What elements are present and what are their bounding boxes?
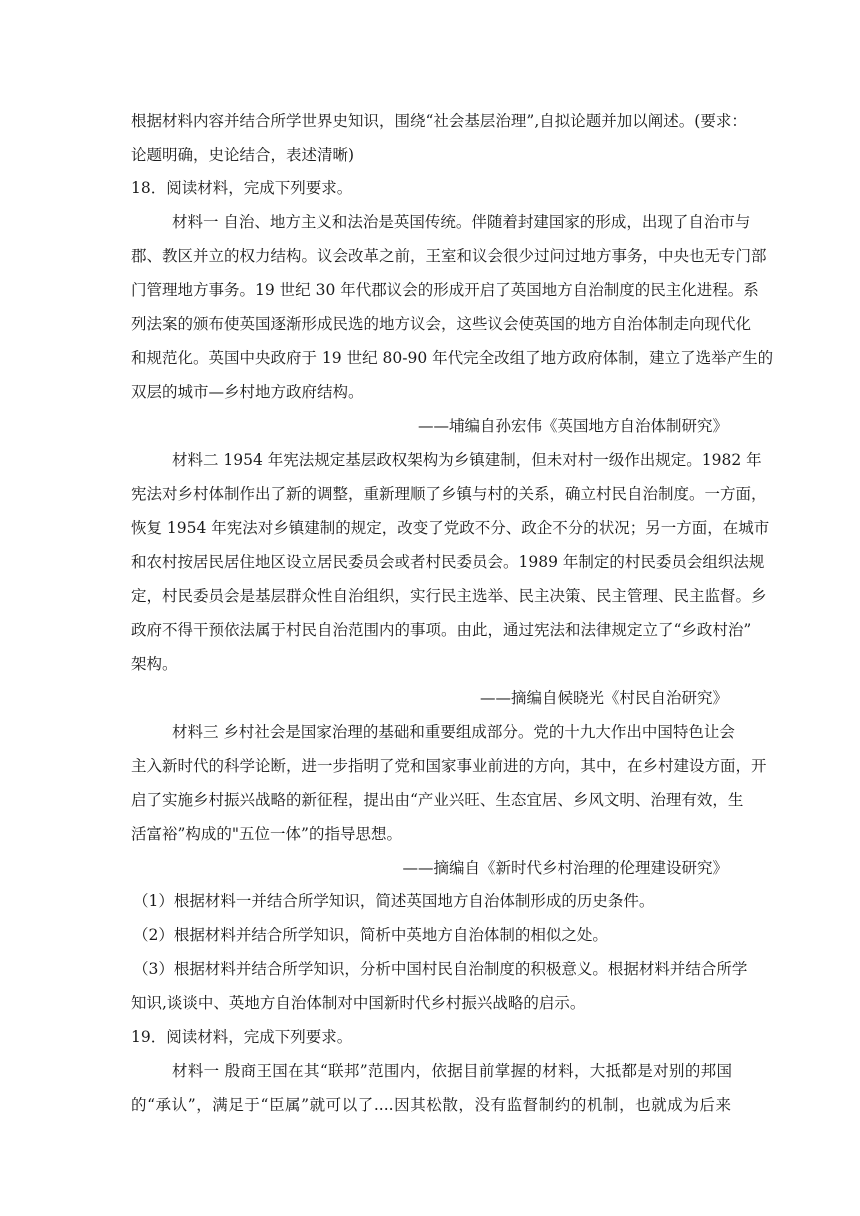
question-19-title: 19．阅读材料，完成下列要求。 bbox=[131, 1028, 353, 1046]
q18-material-1-line: 郡、教区并立的权力结构。议会改革之前，王室和议会很少过问过地方事务，中央也无专门部 bbox=[131, 247, 767, 265]
q18-subquestion-3-line-2: 知识,谈谈中、英地方自治体制对中国新时代乡村振兴战略的启示。 bbox=[131, 994, 586, 1012]
q18-material-2-line: 材料二 1954 年宪法规定基层政权架构为乡镇建制，但未对村一级作出规定。1982 年 bbox=[172, 451, 762, 469]
intro-line-2: 论题明确，史论结合，表述清晰) bbox=[131, 146, 355, 164]
intro-line-1: 根据材料内容并结合所学世界史知识，围绕“社会基层治理”,自拟论题并加以阐述。(要求： bbox=[131, 112, 747, 130]
q18-material-3-source: ——摘编自《新时代乡村治理的伦理建设研究》 bbox=[402, 859, 728, 877]
q18-material-2-line: 架构。 bbox=[131, 655, 178, 673]
question-18-title: 18．阅读材料，完成下列要求。 bbox=[131, 179, 353, 197]
q18-material-2-line: 宪法对乡村体制作出了新的调整，重新理顺了乡镇与村的关系，确立村民自治制度。一方面， bbox=[131, 485, 767, 503]
q18-material-2-line: 政府不得干预依法属于村民自治范围内的事项。由此，通过宪法和法律规定立了“乡政村治” bbox=[131, 621, 752, 639]
q18-material-1-line: 列法案的颁布使英国逐渐形成民选的地方议会，这些议会使英国的地方自治体制走向现代化 bbox=[131, 315, 752, 333]
q18-material-2-line: 定，村民委员会是基层群众性自治组织，实行民主选举、民主决策、民主管理、民主监督。乡 bbox=[131, 587, 767, 605]
q18-subquestion-2: （2）根据材料并结合所学知识，简析中英地方自治体制的相似之处。 bbox=[133, 926, 608, 944]
q18-material-3-line: 材料三 乡村社会是国家治理的基础和重要组成部分。党的十九大作出中国特色让会 bbox=[172, 723, 735, 741]
q18-material-1-source: ——埔编自孙宏伟《英国地方自治体制研究》 bbox=[417, 417, 728, 435]
q18-material-2-line: 恢复 1954 年宪法对乡镇建制的规定，改变了党政不分、政企不分的状况；另一方面，在城市 bbox=[131, 519, 770, 537]
q18-subquestion-1: （1）根据材料一并结合所学知识，简述英国地方自治体制形成的历史条件。 bbox=[133, 892, 655, 910]
q18-material-1-line: 材料一 自治、地方主义和法治是英国传统。伴随着封建国家的形成，出现了自治市与 bbox=[172, 213, 751, 231]
q18-material-2-source: ——摘编自候晓光《村民自治研究》 bbox=[479, 689, 728, 707]
q18-material-3-line: 启了实施乡村振兴战略的新征程，提出由“产业兴旺、生态宜居、乡风文明、治理有效，生 bbox=[131, 791, 744, 809]
q18-material-1-line: 门管理地方事务。19 世纪 30 年代郡议会的形成开启了英国地方自治制度的民主化进程。系 bbox=[131, 281, 759, 299]
q19-material-1-line: 的“承认”，满足于“臣属”就可以了....因其松散，没有监督制约的机制，也就成为后来 bbox=[131, 1096, 731, 1114]
q18-material-2-line: 和农村按居民居住地区设立居民委员会或者村民委员会。1989 年制定的村民委员会组织法规 bbox=[131, 553, 765, 571]
q18-subquestion-3-line-1: （3）根据材料并结合所学知识，分析中国村民自治制度的积极意义。根据材料并结合所学 bbox=[133, 960, 748, 978]
q18-material-1-line: 和规范化。英国中央政府于 19 世纪 80-90 年代完全改组了地方政府体制，建立了选举产生的 bbox=[131, 349, 774, 367]
q18-material-3-line: 活富裕”构成的"五位一体”的指导思想。 bbox=[131, 825, 402, 843]
q18-material-3-line: 主入新时代的科学论断，进一步指明了党和国家事业前进的方向，其中，在乡村建设方面，开 bbox=[131, 757, 767, 775]
q18-material-1-line: 双层的城市—乡村地方政府结构。 bbox=[131, 383, 364, 401]
q19-material-1-line: 材料一 殷商王国在其“联邦”范围内，依据目前掌握的材料，大抵都是对别的邦国 bbox=[172, 1062, 732, 1080]
